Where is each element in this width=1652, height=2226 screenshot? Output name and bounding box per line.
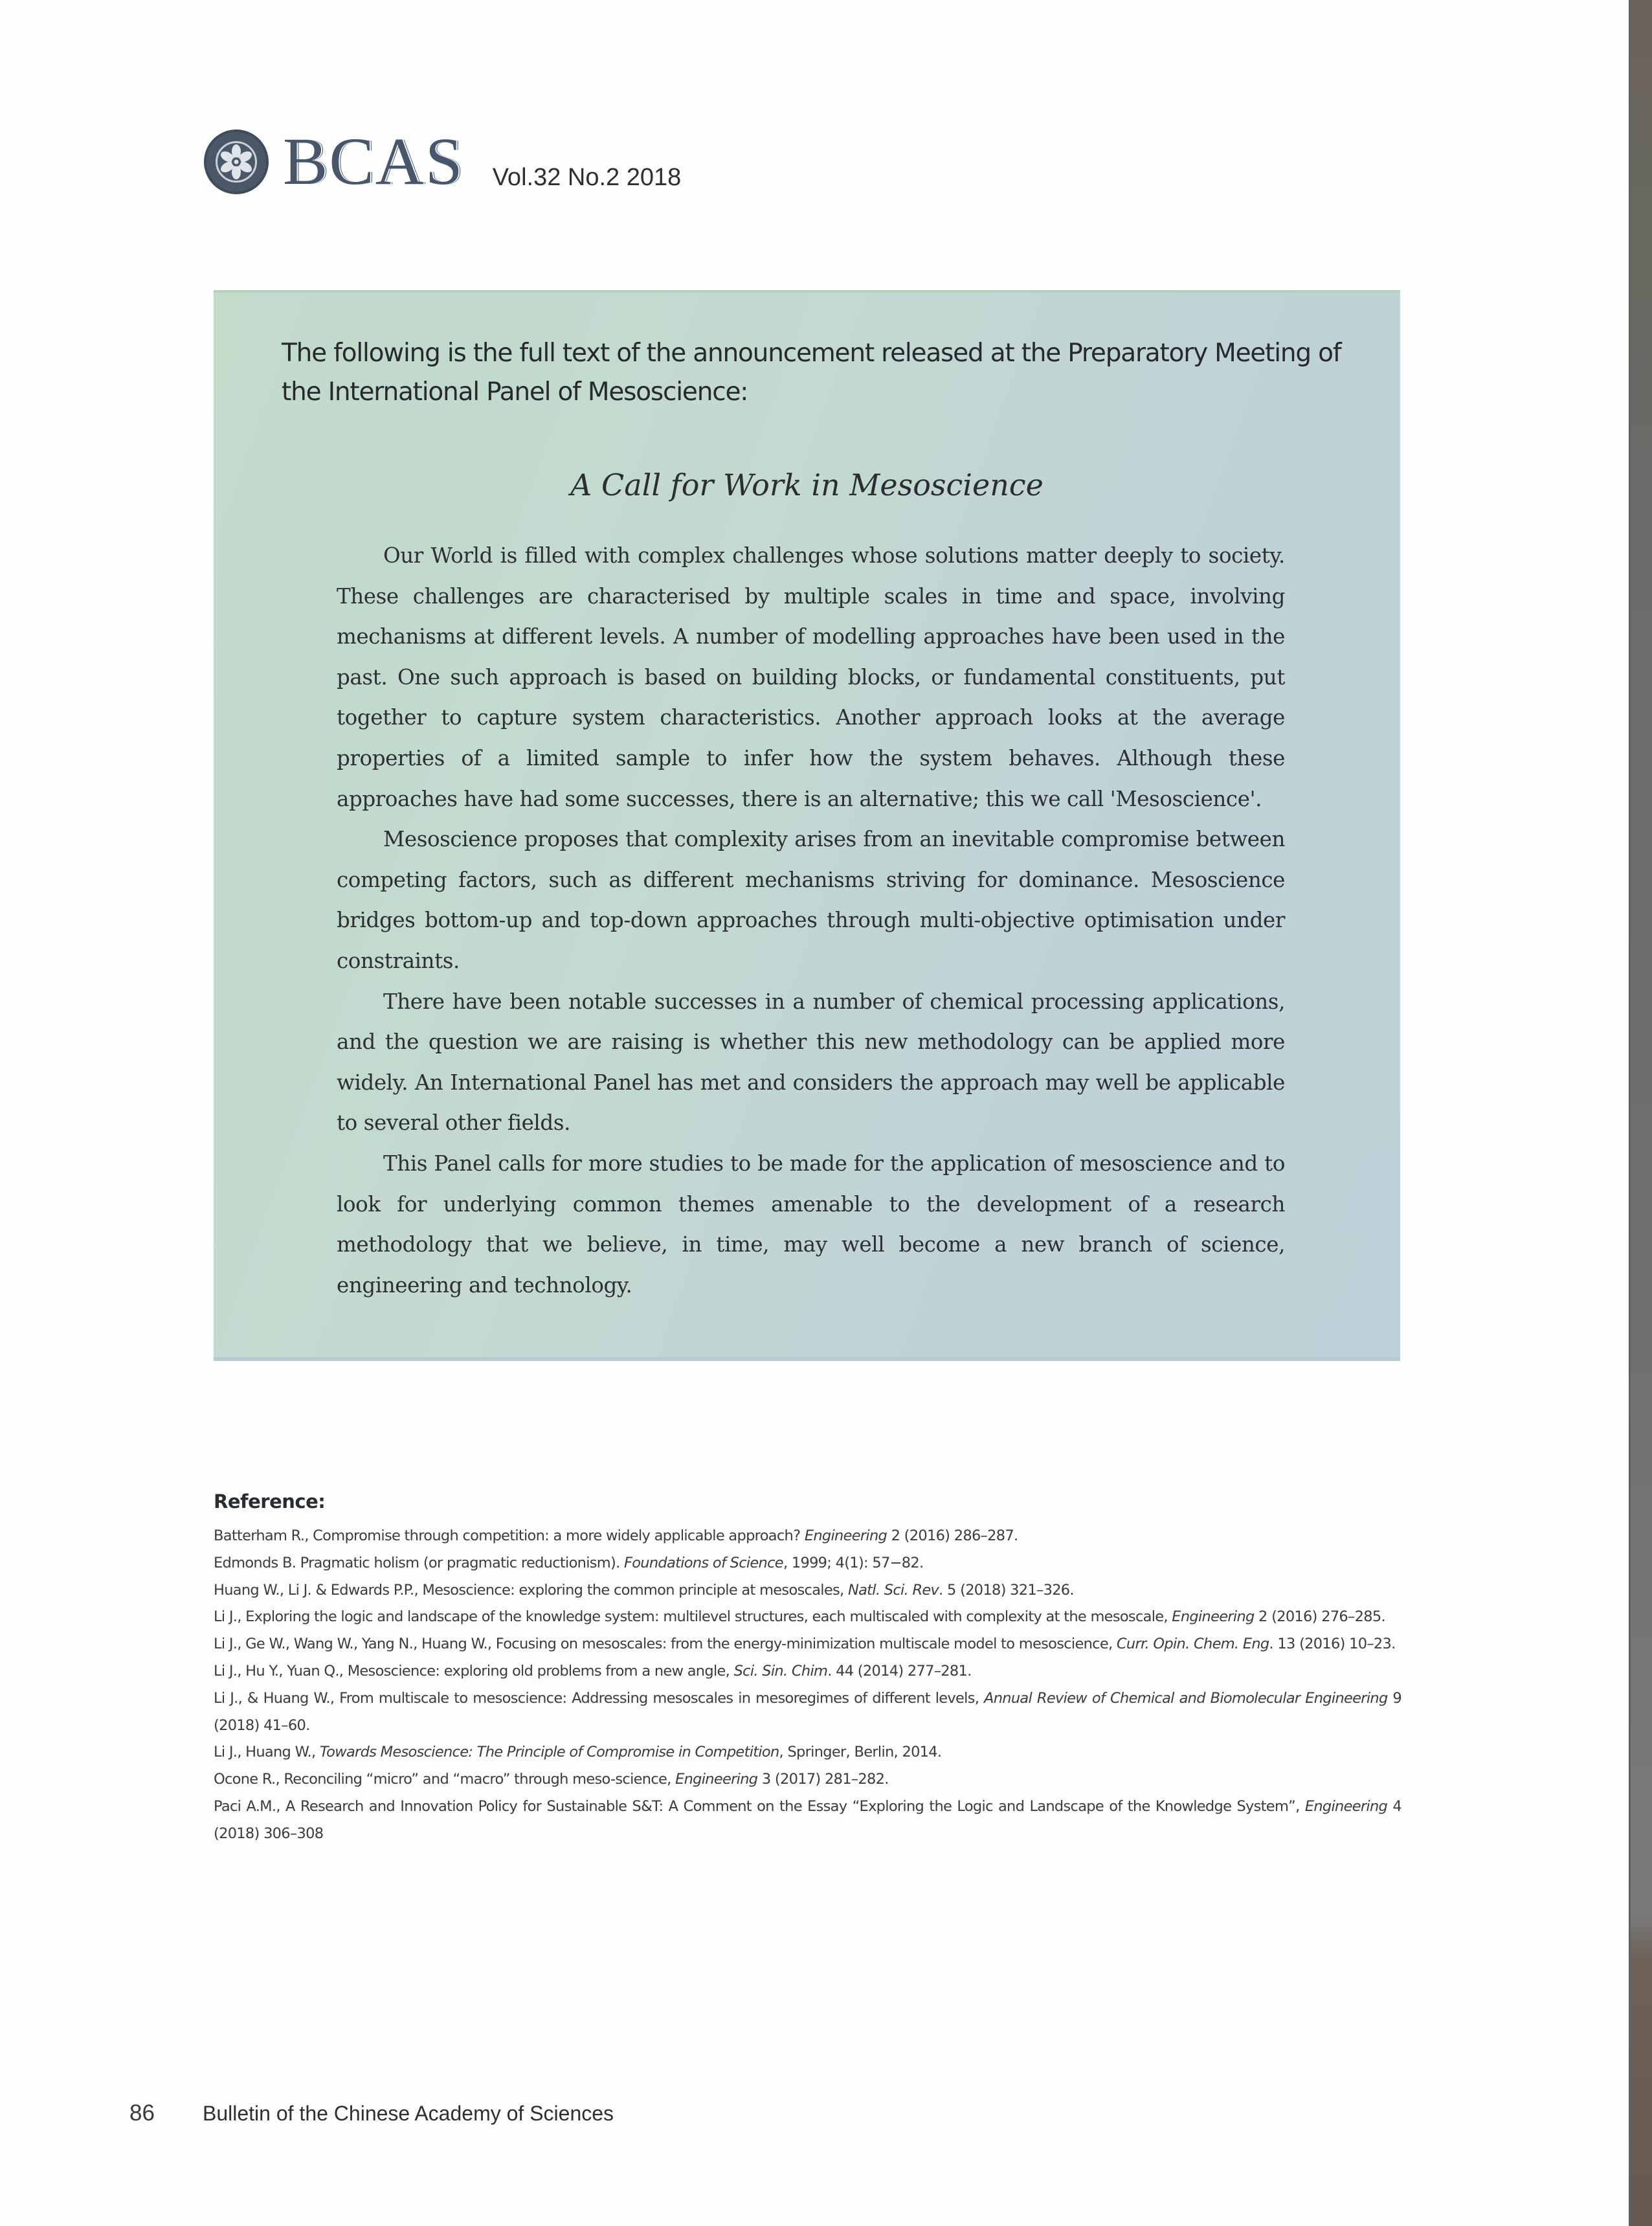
reference-item: [214, 1685, 1401, 1740]
reference-citation: , Springer, Berlin, 2014.: [779, 1744, 942, 1761]
journal-logo-text: BCAS: [283, 124, 464, 199]
reference-journal: Engineering: [675, 1771, 758, 1788]
page-number: 86: [129, 2100, 155, 2126]
reference-citation: . 13 (2016) 10–23.: [1269, 1636, 1396, 1653]
reference-text: Edmonds B. Pragmatic holism (or pragmatic reductionism).: [214, 1554, 624, 1571]
announcement-paragraph: This Panel calls for more studies to be made for the application of mesoscience and to look for underlying common themes amenable to the development of a research methodology that we believe, in time, may well become a new branch of science, engineering and technology.: [337, 1151, 1285, 1298]
reference-journal: Towards Mesoscience: The Principle of Compromise in Competition: [319, 1744, 779, 1761]
reference-journal: Natl. Sci. Rev: [847, 1581, 939, 1599]
reference-journal: Foundations of Science: [624, 1554, 783, 1571]
reference-journal: Curr. Opin. Chem. Eng: [1116, 1636, 1269, 1653]
page-footer: [129, 2100, 614, 2126]
announcement-paragraph: There have been notable successes in a number of chemical processing applications, and the question we are raising is whether this new methodology can be applied more widely. An International Panel has met and considers the approach may well be applicable to several other fields.: [337, 989, 1285, 1136]
references-list: [214, 1523, 1401, 1848]
reference-item: [214, 1658, 1401, 1685]
reference-citation: , 1999; 4(1): 57−82.: [783, 1554, 924, 1571]
reference-citation: 2 (2016) 276–285.: [1254, 1608, 1385, 1626]
announcement-paragraph: Mesoscience proposes that complexity arises from an inevitable compromise between competing factors, such as different mechanisms striving for dominance. Mesoscience bridges bottom-up and top-down approaches through multi-objective optimisation under constraints.: [337, 827, 1285, 973]
reference-item: [214, 1766, 1401, 1793]
issue-info: Vol.32 No.2 2018: [492, 164, 682, 191]
reference-journal: Engineering: [1304, 1797, 1388, 1815]
page-edge-shadow: [1629, 0, 1652, 2226]
reference-journal: Sci. Sin. Chim: [733, 1662, 828, 1680]
announcement-title: A Call for Work in Mesoscience: [570, 467, 1044, 502]
announcement-body: [337, 535, 1285, 1305]
reference-item: [214, 1577, 1401, 1604]
announcement-intro: The following is the full text of the announcement released at the Preparatory Meeting of the International Panel of Mesoscience:: [282, 339, 1341, 407]
announcement-box: [214, 290, 1400, 1361]
reference-journal: Annual Review of Chemical and Biomolecular Engineering: [984, 1689, 1388, 1707]
references-heading: Reference:: [214, 1490, 326, 1512]
reference-text: Li J., Exploring the logic and landscape of the knowledge system: multilevel structures, each multiscaled with complexity at the mesoscale,: [214, 1608, 1172, 1626]
reference-item: [214, 1739, 1401, 1766]
reference-citation: 2 (2016) 286–287.: [887, 1527, 1018, 1544]
reference-journal: Engineering: [804, 1527, 887, 1544]
reference-text: Li J., & Huang W., From multiscale to mesoscience: Addressing mesoscales in mesoregimes of different levels,: [214, 1689, 985, 1707]
reference-item: [214, 1523, 1401, 1550]
journal-header: [204, 123, 682, 199]
reference-text: Li J., Hu Y., Yuan Q., Mesoscience: exploring old problems from a new angle,: [214, 1662, 734, 1680]
reference-item: [214, 1793, 1401, 1848]
reference-item: [214, 1550, 1401, 1577]
reference-citation: . 44 (2014) 277–281.: [827, 1662, 972, 1680]
reference-text: Batterham R., Compromise through competition: a more widely applicable approach?: [214, 1527, 805, 1544]
reference-text: Paci A.M., A Research and Innovation Policy for Sustainable S&T: A Comment on the Essay “Exploring the Logic and Landscape of the Knowledge System”,: [214, 1797, 1305, 1815]
reference-text: Huang W., Li J. & Edwards P.P., Mesoscience: exploring the common principle at mesoscales,: [214, 1581, 848, 1599]
reference-citation: 9 (2018) 41–60.: [214, 1689, 1401, 1734]
reference-text: Li J., Ge W., Wang W., Yang N., Huang W., Focusing on mesoscales: from the energy-minimization multiscale model to mesoscience,: [214, 1636, 1117, 1653]
reference-item: [214, 1604, 1401, 1631]
reference-citation: 4 (2018) 306–308: [214, 1797, 1401, 1842]
reference-citation: . 5 (2018) 321–326.: [939, 1581, 1074, 1599]
emblem-flower-icon: [218, 144, 254, 180]
cas-emblem-icon: [204, 129, 269, 194]
reference-item: [214, 1631, 1401, 1658]
reference-text: Ocone R., Reconciling “micro” and “macro” through meso-science,: [214, 1771, 676, 1788]
reference-journal: Engineering: [1172, 1608, 1255, 1626]
reference-text: Li J., Huang W.,: [214, 1744, 320, 1761]
references-section: [214, 1490, 1401, 1848]
reference-citation: 3 (2017) 281–282.: [757, 1771, 889, 1788]
footer-journal-name: Bulletin of the Chinese Academy of Sciences: [203, 2102, 614, 2125]
announcement-paragraph: Our World is filled with complex challenges whose solutions matter deeply to society. These challenges are characterised by multiple scales in time and space, involving mechanisms at different levels. A number of modelling approaches have been used in the past. One such approach is based on building blocks, or fundamental constituents, put together to capture system characteristics. Another approach looks at the average properties of a limited sample to infer how the system behaves. Although these approaches have had some successes, there is an alternative; this we call 'Mesoscience'.: [337, 543, 1285, 811]
